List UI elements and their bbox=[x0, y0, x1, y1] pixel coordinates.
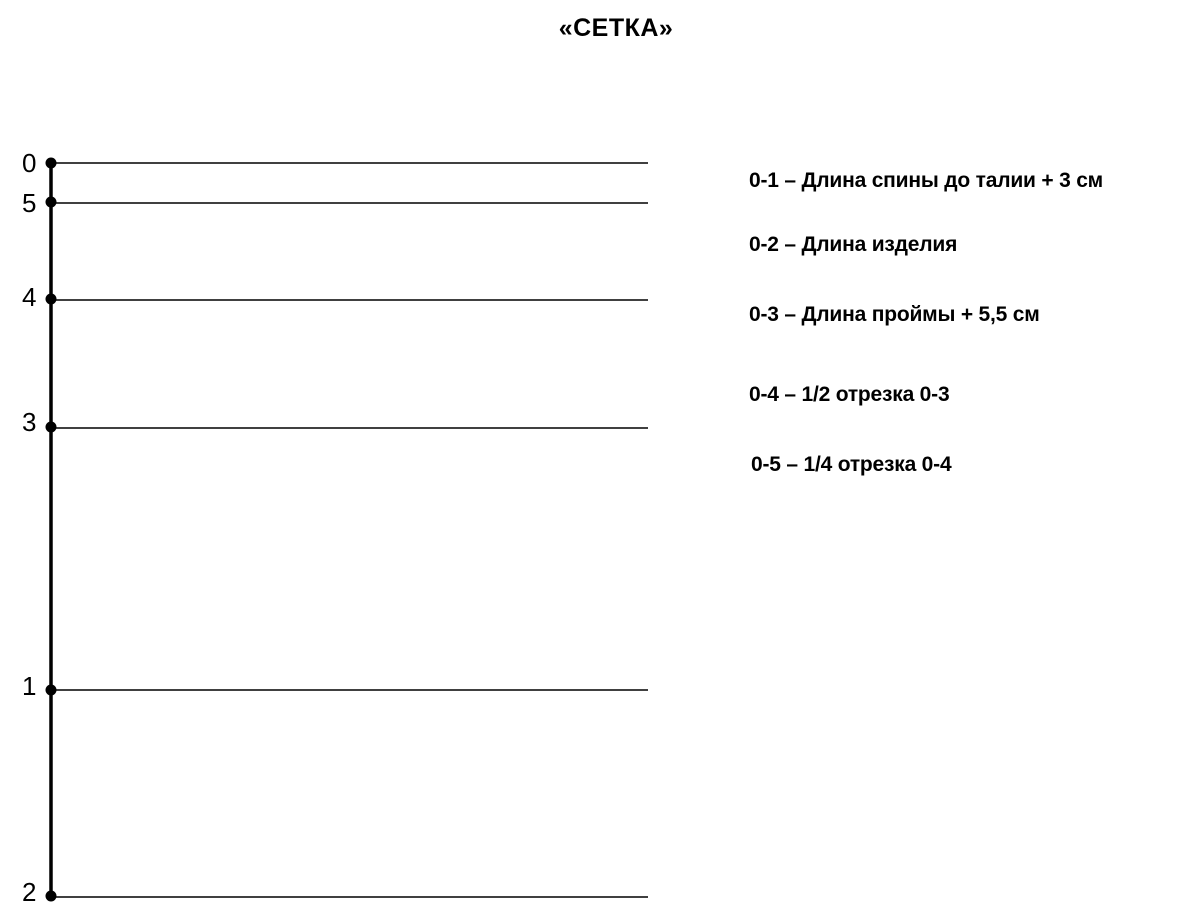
legend-item: 0-4 – 1/2 отрезка 0-3 bbox=[749, 383, 950, 406]
page-title: «СЕТКА» bbox=[558, 14, 674, 42]
point-label-0: 0 bbox=[22, 148, 37, 178]
point-label-5: 5 bbox=[22, 188, 37, 218]
legend-item: 0-1 – Длина спины до талии + 3 см bbox=[749, 169, 1104, 192]
point-label-3: 3 bbox=[22, 407, 37, 437]
legend-item: 0-3 – Длина проймы + 5,5 см bbox=[749, 303, 1040, 326]
legend-item: 0-5 – 1/4 отрезка 0-4 bbox=[751, 453, 952, 476]
point-label-2: 2 bbox=[22, 877, 37, 907]
point-label-4: 4 bbox=[22, 282, 37, 312]
point-label-1: 1 bbox=[22, 671, 37, 701]
legend-item: 0-2 – Длина изделия bbox=[749, 233, 958, 256]
